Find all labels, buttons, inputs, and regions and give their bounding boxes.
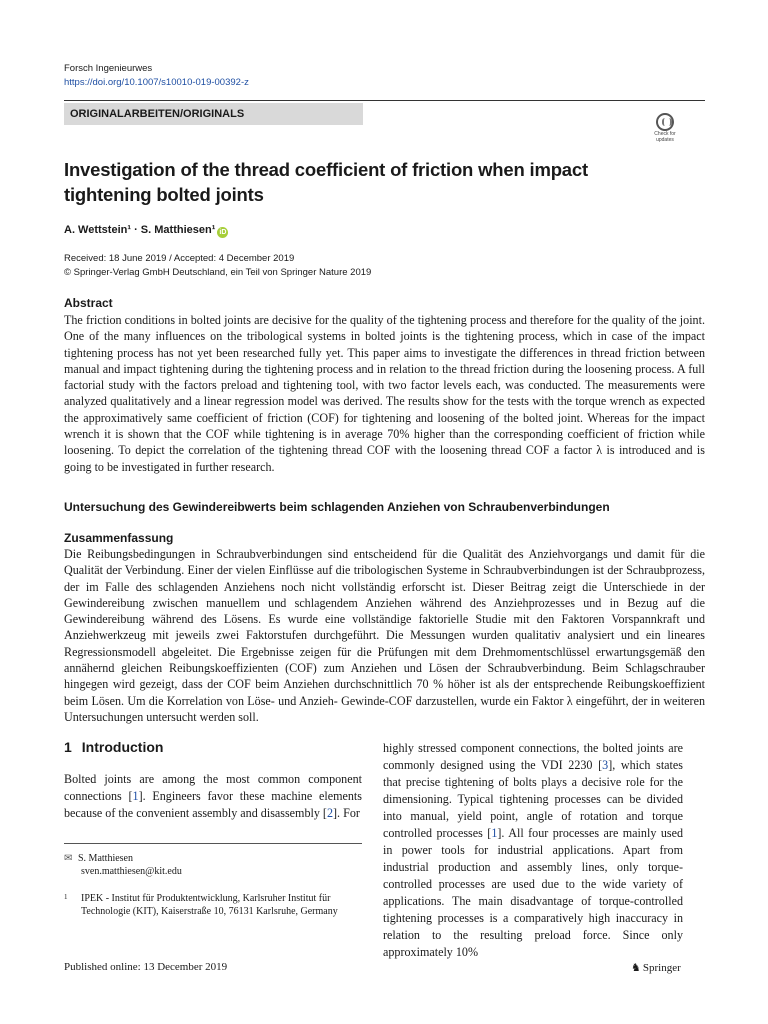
citation-link[interactable]: 3 [602,758,609,772]
german-title: Untersuchung des Gewindereibwerts beim schlagenden Anziehen von Schraubenverbindungen [64,500,610,514]
citation-link[interactable]: 1 [491,826,498,840]
intro-text: ]. For [333,806,360,820]
citation-link[interactable]: 2 [326,806,334,820]
footnote-rule [64,843,362,844]
affiliation [64,892,362,918]
springer-horse-icon: ♞ [631,962,641,974]
received-accepted: Received: 18 June 2019 / Accepted: 4 December 2019 [64,253,295,264]
author-list [64,224,228,238]
copyright: © Springer-Verlag GmbH Deutschland, ein Teil von Springer Nature 2019 [64,267,372,278]
section-banner: ORIGINALARBEITEN/ORIGINALS [64,103,363,125]
envelope-icon: ✉ [64,853,73,864]
doi-link[interactable]: https://doi.org/10.1007/s10010-019-00392-z [64,77,249,88]
header-rule [64,100,705,101]
intro-text: ]. Engineers favor these machine elements because of the convenient assembly and disassembly [ [64,789,362,820]
published-date: Published online: 13 December 2019 [64,961,228,973]
intro-text: Bolted joints are among the most common component connections [ [64,772,362,803]
journal-name: Forsch Ingenieurwes [64,63,153,74]
intro-right-column [383,740,683,961]
authors-text: A. Wettstein¹ · S. Matthiesen¹ [64,224,216,236]
abstract-text: The friction conditions in bolted joints are decisive for the quality of the tightening process and therefore for the quality of the joint. One of the many influences on the tribological systems in bolted joints is the tightening process, which in case of the impact tightening process has not yet been researched fully yet. This paper aims to investigate the differences in thread friction between manual and impact tightening during the tightening process and in relation to the thread friction during the loosening process. A full factorial study with the factors preload and tightening tool, with two factor levels each, was conducted. The measurements were analyzed qualitatively and a linear regression model was derived. The results show for the tests with the torque wrench as expected the approximatively same coefficient of friction (COF) for tightening and loosening of the bolted joint. Whereas for the impact wrench it is shown that the COF while tightening is in average 70% higher than the corresponding coefficient of friction while loosening. To depict the correlation of the tightening thread COF with the loosening thread COF a factor λ is introduced and is going to be investigated in further research. [64,313,705,474]
section-title: Introduction [81,739,164,755]
zusammenfassung-heading: Zusammenfassung [64,531,174,545]
intro-text: highly stressed component connections, the bolted joints are commonly designed using the VDI 2230 [ [383,741,683,772]
affiliation-mark: 1 [64,893,68,901]
section-number: 1 [64,739,72,755]
intro-text: ]. All four processes are mainly used in power tools for industrial applications. Apart from industrial production and assembly lines, only torque-controlled processes are used due to the wide variety of applications. The main disadvantage of torque-controlled tightening processes is a comparatively high inaccuracy in relation to the resulting preload force. Since only approximately 10% [383,826,683,959]
intro-left-column [64,771,362,822]
corresponding-name: S. Matthiesen [78,853,133,864]
corresponding-author [64,852,182,878]
check-for-updates-badge[interactable] [650,113,680,147]
article-title: Investigation of the thread coefficient of friction when impact tightening bolted joints [64,159,588,205]
introduction-heading [64,739,163,755]
intro-text: ], which states that precise tightening of bolts plays a decisive role for the dimensioning. Typical tightening processes can be divided into manual, yield point, angle of rotation and torque controlled processes [ [383,758,683,840]
zusammenfassung-text: Die Reibungsbedingungen in Schraubverbindungen sind entscheidend für die Qualität des Anziehvorgangs und damit für die Qualität der Verbindung. Einer der vielen Einflüsse auf die tribologischen Systeme in Schraubverbindungen ist der Schraubprozess, der im Falle des schlagenden Anziehens noch nicht vollständig erforscht ist. Dieser Beitrag zeigt die Unterschiede in der Gewindereibung zwischen manuellem und schlagendem Anziehen während des Anziehprozesses und in Bezug auf die Gewindereibung während des Lösens. Es wurde eine vollständige faktorielle Studie mit den Faktoren Vorspannkraft und Anziehwerkzeug mit jeweils zwei Faktorstufen durchgeführt. Die Messungen wurden qualitativ analysiert und ein lineares Regressionsmodell abgeleitet. Die Ergebnisse zeigen für die Prüfungen mit dem Drehmomentschlüssel erwartungsgemäß den annähernd gleichen Reibungskoeffizienten (COF) zum Anziehen und Lösen der Schraubverbindung. Beim Schlagschrauber hingegen wird gezeigt, dass der COF beim Anziehen durchschnittlich 70 % höher ist als der entsprechende Reibungskoeffizient beim Lösen. Um die Korrelation von Löse- und Anzieh- Gewinde-COF darzustellen, wurde ein Faktor λ eingeführt, der in weiteren Untersuchungen untersucht werden soll. [64,547,705,724]
citation-link[interactable]: 1 [132,789,139,803]
publisher-name: Springer [642,962,681,974]
affiliation-text: IPEK - Institut für Produktentwicklung, Karlsruher Institut für Technologie (KIT), Kaiserstraße 10, 76131 Karlsruhe, Germany [81,893,338,917]
corresponding-email[interactable]: sven.matthiesen@kit.edu [81,866,182,877]
publisher-logo [631,961,681,974]
check-updates-icon [656,113,674,131]
orcid-icon[interactable]: iD [219,229,227,236]
abstract-heading: Abstract [64,296,113,310]
check-updates-label: Check for updates [654,131,676,143]
article-dates [64,252,371,280]
